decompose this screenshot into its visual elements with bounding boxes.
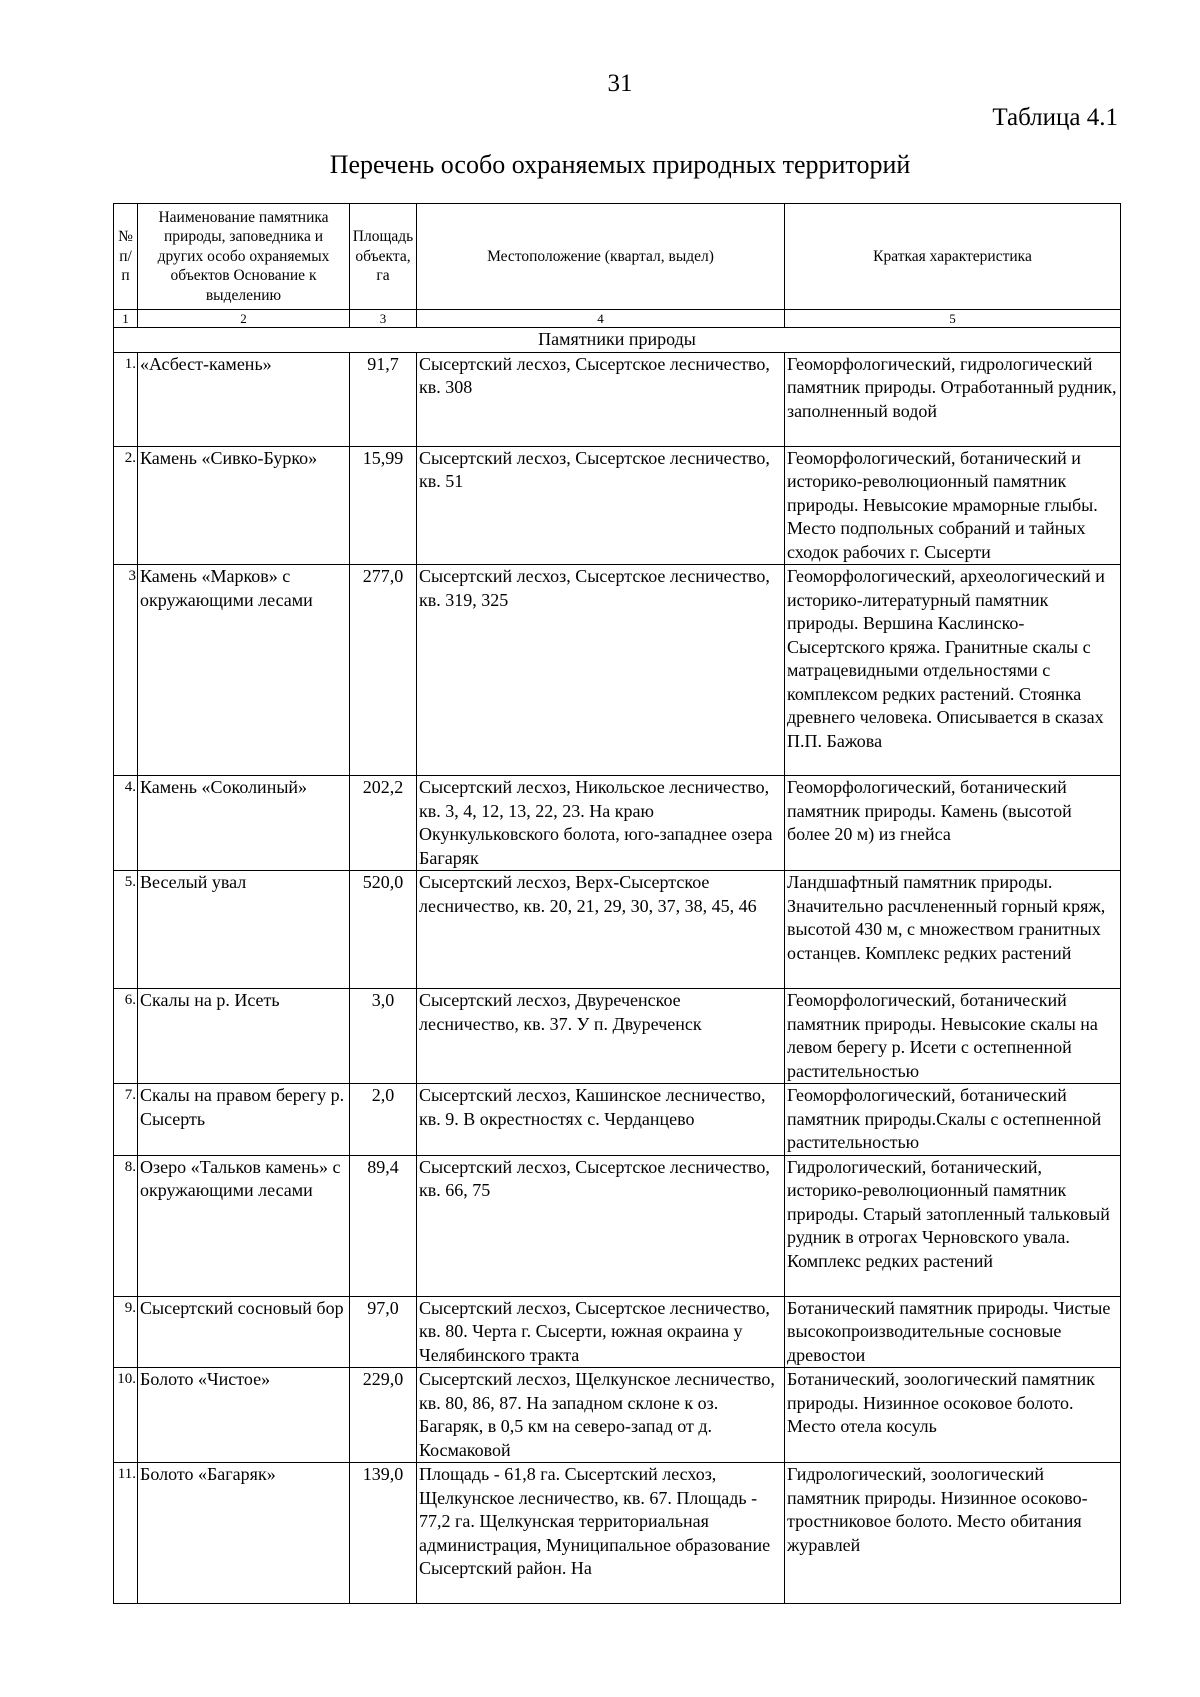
row-number: 8. bbox=[114, 1155, 138, 1296]
row-description: Геоморфологический, археологический и историко-литературный памятник природы. Вершина Каслинско-Сысертского кряжа. Гранитные скалы с матрацевидными отдельностями с комплексом редких растений. Стоянка древнего человека. Описывается в сказах П.П. Бажова bbox=[785, 565, 1121, 776]
row-number: 7. bbox=[114, 1084, 138, 1156]
row-description: Геоморфологический, ботанический памятник природы.Скалы с остепненной растительностью bbox=[785, 1084, 1121, 1156]
row-number: 11. bbox=[114, 1463, 138, 1604]
row-description: Ботанический, зоологический памятник природы. Низинное осоковое болото. Место отела косуль bbox=[785, 1368, 1121, 1463]
row-description: Геоморфологический, ботанический памятник природы. Невысокие скалы на левом берегу р. Исети с остепненной растительностью bbox=[785, 989, 1121, 1084]
table-caption: Таблица 4.1 bbox=[992, 104, 1118, 131]
table-row bbox=[114, 871, 1121, 989]
column-number: 3 bbox=[350, 310, 417, 328]
row-name: Камень «Марков» с окружающими лесами bbox=[138, 565, 350, 776]
header-description: Краткая характеристика bbox=[785, 204, 1121, 310]
protected-areas-table bbox=[113, 203, 1121, 1604]
row-number: 5. bbox=[114, 871, 138, 989]
column-number-row bbox=[114, 310, 1121, 328]
row-name: Болото «Чистое» bbox=[138, 1368, 350, 1463]
row-description: Геоморфологический, ботанический памятник природы. Камень (высотой более 20 м) из гнейса bbox=[785, 776, 1121, 871]
column-number: 1 bbox=[114, 310, 138, 328]
row-description: Геоморфологический, ботанический и историко-революционный памятник природы. Невысокие мраморные глыбы. Место подпольных собраний и тайных сходок рабочих г. Сысерти bbox=[785, 446, 1121, 565]
row-number: 3 bbox=[114, 565, 138, 776]
table-row bbox=[114, 1463, 1121, 1604]
table-row bbox=[114, 1296, 1121, 1368]
row-area: 229,0 bbox=[350, 1368, 417, 1463]
row-name: Скалы на р. Исеть bbox=[138, 989, 350, 1084]
row-area: 277,0 bbox=[350, 565, 417, 776]
row-number: 9. bbox=[114, 1296, 138, 1368]
table-row bbox=[114, 565, 1121, 776]
table-header-row bbox=[114, 204, 1121, 310]
row-name: «Асбест-камень» bbox=[138, 352, 350, 446]
row-number: 10. bbox=[114, 1368, 138, 1463]
row-area: 520,0 bbox=[350, 871, 417, 989]
row-description: Гидрологический, зоологический памятник природы. Низинное осоково-тростниковое болото. Место обитания журавлей bbox=[785, 1463, 1121, 1604]
table-row bbox=[114, 1084, 1121, 1156]
row-area: 15,99 bbox=[350, 446, 417, 565]
row-location: Сысертский лесхоз, Верх-Сысертское лесничество, кв. 20, 21, 29, 30, 37, 38, 45, 46 bbox=[417, 871, 785, 989]
header-number: № п/п bbox=[114, 204, 138, 310]
row-name: Сысертский сосновый бор bbox=[138, 1296, 350, 1368]
document-title: Перечень особо охраняемых природных территорий bbox=[329, 150, 911, 179]
row-name: Камень «Сивко-Бурко» bbox=[138, 446, 350, 565]
row-name: Озеро «Тальков камень» с окружающими лесами bbox=[138, 1155, 350, 1296]
row-location: Сысертский лесхоз, Щелкунское лесничество, кв. 80, 86, 87. На западном склоне к оз. Багаряк, в 0,5 км на северо-запад от д. Космаковой bbox=[417, 1368, 785, 1463]
row-location: Сысертский лесхоз, Двуреченское лесничество, кв. 37. У п. Двуреченск bbox=[417, 989, 785, 1084]
row-area: 3,0 bbox=[350, 989, 417, 1084]
row-area: 139,0 bbox=[350, 1463, 417, 1604]
row-name: Камень «Соколиный» bbox=[138, 776, 350, 871]
row-area: 202,2 bbox=[350, 776, 417, 871]
page-number: 31 bbox=[607, 70, 633, 97]
row-description: Ландшафтный памятник природы. Значительно расчлененный горный кряж, высотой 430 м, с множеством гранитных останцев. Комплекс редких растений bbox=[785, 871, 1121, 989]
section-row bbox=[114, 328, 1121, 353]
row-name: Скалы на правом берегу р. Сысерть bbox=[138, 1084, 350, 1156]
table-row bbox=[114, 1368, 1121, 1463]
row-number: 6. bbox=[114, 989, 138, 1084]
table-row bbox=[114, 446, 1121, 565]
header-name: Наименование памятника природы, заповедника и других особо охраняемых объектов Основание к выделению bbox=[138, 204, 350, 310]
row-name: Веселый увал bbox=[138, 871, 350, 989]
row-area: 89,4 bbox=[350, 1155, 417, 1296]
row-location: Сысертский лесхоз, Сысертское лесничество, кв. 319, 325 bbox=[417, 565, 785, 776]
row-location: Площадь - 61,8 га. Сысертский лесхоз, Щелкунское лесничество, кв. 67. Площадь - 77,2 га. Щелкунская территориальная администрация, Муниципальное образование Сысертский район. На bbox=[417, 1463, 785, 1604]
column-number: 2 bbox=[138, 310, 350, 328]
row-description: Геоморфологический, гидрологический памятник природы. Отработанный рудник, заполненный водой bbox=[785, 352, 1121, 446]
row-number: 2. bbox=[114, 446, 138, 565]
row-area: 91,7 bbox=[350, 352, 417, 446]
row-description: Гидрологический, ботанический, историко-революционный памятник природы. Старый затопленный тальковый рудник в отрогах Черновского увала. Комплекс редких растений bbox=[785, 1155, 1121, 1296]
row-area: 97,0 bbox=[350, 1296, 417, 1368]
row-number: 1. bbox=[114, 352, 138, 446]
row-location: Сысертский лесхоз, Сысертское лесничество, кв. 51 bbox=[417, 446, 785, 565]
row-number: 4. bbox=[114, 776, 138, 871]
table-row bbox=[114, 352, 1121, 446]
row-name: Болото «Багаряк» bbox=[138, 1463, 350, 1604]
row-location: Сысертский лесхоз, Сысертское лесничество, кв. 80. Черта г. Сысерти, южная окраина у Челябинского тракта bbox=[417, 1296, 785, 1368]
row-location: Сысертский лесхоз, Сысертское лесничество, кв. 66, 75 bbox=[417, 1155, 785, 1296]
row-area: 2,0 bbox=[350, 1084, 417, 1156]
section-title: Памятники природы bbox=[114, 328, 1121, 353]
header-area: Площадь объекта, га bbox=[350, 204, 417, 310]
row-location: Сысертский лесхоз, Кашинское лесничество, кв. 9. В окрестностях с. Черданцево bbox=[417, 1084, 785, 1156]
row-location: Сысертский лесхоз, Никольское лесничество, кв. 3, 4, 12, 13, 22, 23. На краю Окункульковского болота, юго-западнее озера Багаряк bbox=[417, 776, 785, 871]
column-number: 5 bbox=[785, 310, 1121, 328]
table-row bbox=[114, 1155, 1121, 1296]
table-row bbox=[114, 776, 1121, 871]
row-description: Ботанический памятник природы. Чистые высокопроизводительные сосновые древостои bbox=[785, 1296, 1121, 1368]
row-location: Сысертский лесхоз, Сысертское лесничество, кв. 308 bbox=[417, 352, 785, 446]
table-row bbox=[114, 989, 1121, 1084]
column-number: 4 bbox=[417, 310, 785, 328]
header-location: Местоположение (квартал, выдел) bbox=[417, 204, 785, 310]
